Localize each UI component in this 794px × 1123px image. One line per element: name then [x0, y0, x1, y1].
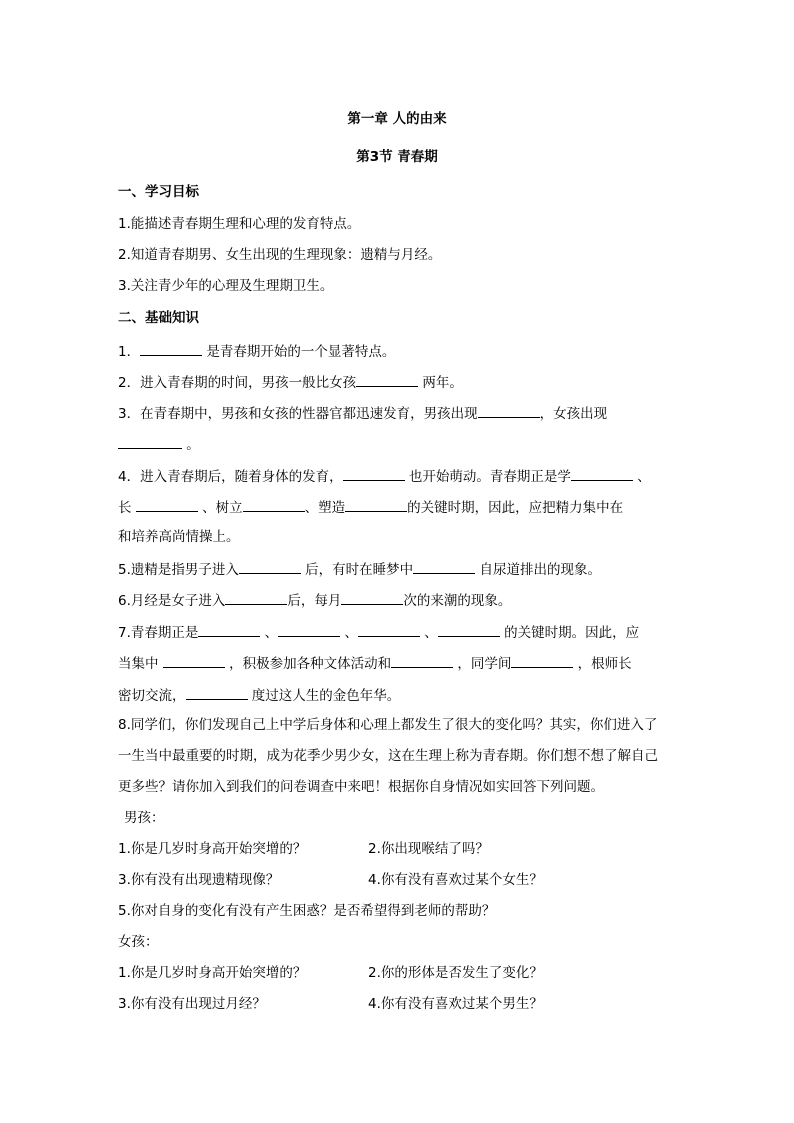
- blank: [356, 372, 418, 387]
- blank: [136, 497, 198, 512]
- question-5: 5.遗精是指男子进入 后，有时在睡梦中 自尿道排出的现象。: [118, 559, 601, 579]
- chapter-title: 第一章 人的由来: [347, 111, 447, 127]
- blank: [198, 622, 260, 637]
- objective-1: 1.能描述青春期生理和心理的发育特点。: [118, 216, 361, 232]
- blank: [140, 341, 202, 356]
- blank: [391, 653, 453, 668]
- blank: [186, 685, 248, 700]
- question-8-line-3: 更多些？请你加入到我们的问卷调查中来吧！根据你自身情况如实回答下列问题。: [118, 779, 604, 795]
- heading-basics: 二、基础知识: [118, 310, 199, 326]
- question-4-end: 和培养高尚情操上。: [118, 529, 240, 545]
- question-3-cont: 。: [118, 434, 200, 454]
- question-4: 4．进入青春期后，随着身体的发育， 也开始萌动。青春期正是学 、: [118, 466, 651, 486]
- blank: [243, 497, 305, 512]
- blank: [278, 622, 340, 637]
- blank: [438, 622, 500, 637]
- blank: [413, 559, 475, 574]
- boys-row-2: 3.你有没有出现遗精现像？ 4.你有没有喜欢过某个女生？: [118, 872, 543, 888]
- question-7: 7.青春期正是 、 、 、 的关键时期。因此，应: [118, 622, 639, 642]
- boys-question-5: 5.你对自身的变化有没有产生困惑？是否希望得到老师的帮助？: [118, 903, 496, 919]
- blank: [358, 622, 420, 637]
- question-7-end: 密切交流， 度过这人生的金色年华。: [118, 685, 400, 705]
- blank: [163, 653, 225, 668]
- blank: [345, 497, 407, 512]
- girls-row-1: 1.你是几岁时身高开始突增的？ 2.你的形体是否发生了变化？: [118, 965, 543, 981]
- blank: [571, 466, 633, 481]
- blank: [478, 403, 540, 418]
- heading-objectives: 一、学习目标: [118, 184, 199, 200]
- objective-3: 3.关注青少年的心理及生理期卫生。: [118, 278, 334, 294]
- question-4-cont: 长 、树立 、塑造 的关键时期，因此，应把精力集中在: [118, 497, 623, 517]
- section-title: 第3节 青春期: [356, 149, 438, 165]
- blank: [511, 653, 573, 668]
- girls-label: 女孩：: [118, 934, 159, 950]
- question-2: 2．进入青春期的时间，男孩一般比女孩 两年。: [118, 372, 463, 392]
- question-1: 1． 是青春期开始的一个显著特点。: [118, 341, 395, 361]
- boys-label: 男孩：: [124, 810, 165, 826]
- blank: [239, 559, 301, 574]
- question-7-cont: 当集中 ，积极参加各种文体活动和 ，同学间 ，根师长: [118, 653, 632, 673]
- girls-row-2: 3.你有没有出现过月经？ 4.你有没有喜欢过某个男生？: [118, 996, 543, 1012]
- boys-row-1: 1.你是几岁时身高开始突增的？ 2.你出现喉结了吗？: [118, 841, 489, 857]
- question-6: 6.月经是女子进入 后，每月 次的来潮的现象。: [118, 590, 511, 610]
- blank: [343, 466, 405, 481]
- question-8-line-1: 8.同学们，你们发现自己上中学后身体和心理上都发生了很大的变化吗？其实，你们进入了: [118, 717, 658, 733]
- blank: [225, 590, 287, 605]
- question-3: 3．在青春期中，男孩和女孩的性器官都迅速发育，男孩出现 ，女孩出现: [118, 403, 607, 423]
- blank: [341, 590, 403, 605]
- objective-2: 2.知道青春期男、女生出现的生理现象：遗精与月经。: [118, 247, 442, 263]
- question-8-line-2: 一生当中最重要的时期，成为花季少男少女，这在生理上称为青春期。你们想不想了解自己: [118, 748, 658, 764]
- blank: [118, 434, 182, 449]
